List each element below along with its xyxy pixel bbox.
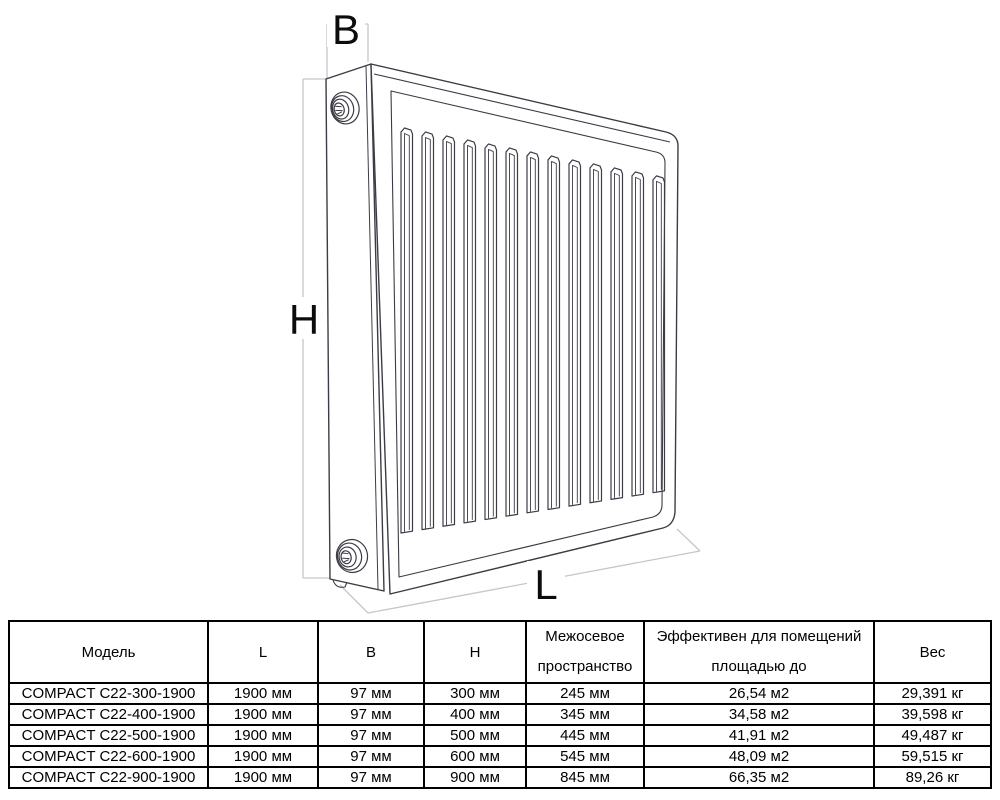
header-area-line2: площадью до (711, 658, 807, 675)
cell-area: 66,35 м2 (644, 767, 874, 788)
cell-axial: 445 мм (526, 725, 644, 746)
header-weight: Вес (874, 621, 991, 683)
header-height: H (424, 621, 526, 683)
cell-width: 97 мм (318, 767, 424, 788)
cell-height: 900 мм (424, 767, 526, 788)
cell-area: 41,91 м2 (644, 725, 874, 746)
cell-axial: 345 мм (526, 704, 644, 725)
header-axial-line1: Межосевое (545, 628, 625, 645)
cell-area: 34,58 м2 (644, 704, 874, 725)
table-row (9, 725, 991, 746)
cell-height: 500 мм (424, 725, 526, 746)
cell-axial: 545 мм (526, 746, 644, 767)
table-row (9, 767, 991, 788)
cell-model: COMPACT C22-900-1900 (9, 767, 208, 788)
header-area-line1: Эффективен для помещений (656, 628, 862, 645)
cell-length: 1900 мм (208, 683, 318, 704)
header-width: B (318, 621, 424, 683)
cell-height: 300 мм (424, 683, 526, 704)
dim-label-b: B (331, 6, 361, 53)
header-area (644, 621, 874, 683)
cell-model: COMPACT C22-600-1900 (9, 746, 208, 767)
cell-weight: 49,487 кг (874, 725, 991, 746)
dim-l-ext-right (677, 529, 700, 551)
cell-area: 48,09 м2 (644, 746, 874, 767)
table-row (9, 683, 991, 704)
cell-area: 26,54 м2 (644, 683, 874, 704)
cell-length: 1900 мм (208, 767, 318, 788)
cell-weight: 29,391 кг (874, 683, 991, 704)
spec-table (8, 620, 992, 789)
cell-width: 97 мм (318, 704, 424, 725)
header-axial-line2: пространство (537, 658, 633, 675)
cell-model: COMPACT C22-300-1900 (9, 683, 208, 704)
cell-model: COMPACT C22-400-1900 (9, 704, 208, 725)
cell-axial: 245 мм (526, 683, 644, 704)
cell-weight: 89,26 кг (874, 767, 991, 788)
table-row (9, 704, 991, 725)
header-model: Модель (9, 621, 208, 683)
cell-height: 600 мм (424, 746, 526, 767)
cell-axial: 845 мм (526, 767, 644, 788)
cell-width: 97 мм (318, 725, 424, 746)
header-length: L (208, 621, 318, 683)
cell-length: 1900 мм (208, 725, 318, 746)
cell-model: COMPACT C22-500-1900 (9, 725, 208, 746)
table-row (9, 746, 991, 767)
cell-length: 1900 мм (208, 746, 318, 767)
dim-label-h: H (288, 296, 320, 343)
cell-weight: 59,515 кг (874, 746, 991, 767)
cell-width: 97 мм (318, 746, 424, 767)
dim-l-ext-left (340, 585, 368, 613)
cell-width: 97 мм (318, 683, 424, 704)
radiator-body (326, 64, 678, 594)
cell-length: 1900 мм (208, 704, 318, 725)
header-axial (526, 621, 644, 683)
dim-label-l: L (534, 561, 558, 608)
table-header-row (9, 621, 991, 683)
cell-height: 400 мм (424, 704, 526, 725)
cell-weight: 39,598 кг (874, 704, 991, 725)
